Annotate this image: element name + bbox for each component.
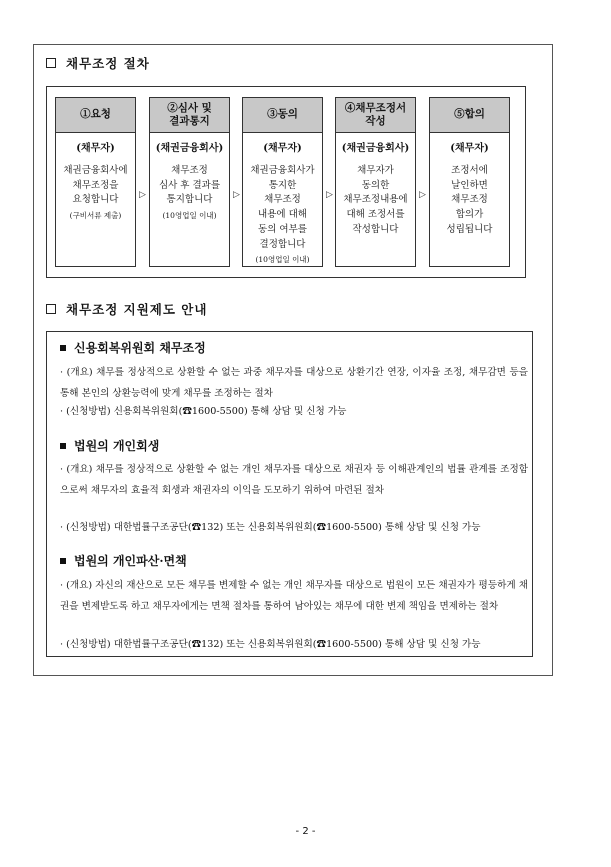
step-draft-agreement xyxy=(335,97,416,267)
program-title: 법원의 개인회생 xyxy=(60,437,159,454)
step-request xyxy=(55,97,136,267)
section-title-text: 채무조정 절차 xyxy=(66,56,150,71)
step-description: 채무조정 심사 후 결과를 통지합니다 xyxy=(158,165,221,206)
step-heading: ⑤합의 xyxy=(430,98,509,133)
step-note: (10영업일 이내) xyxy=(162,211,217,221)
arrow-right-icon: ▷ xyxy=(419,190,426,200)
step-actor: (채권금융회사) xyxy=(341,143,410,154)
step-heading: ④채무조정서 작성 xyxy=(336,98,415,133)
step-review xyxy=(149,97,230,267)
step-heading: ①요청 xyxy=(56,98,135,133)
page-number: - 2 - xyxy=(295,826,316,837)
step-actor: (채무자) xyxy=(450,143,489,154)
step-heading: ③동의 xyxy=(243,98,322,133)
arrow-right-icon: ▷ xyxy=(326,190,333,200)
step-actor: (채무자) xyxy=(76,143,115,154)
section-title-text: 채무조정 지원제도 안내 xyxy=(66,302,208,317)
step-description: 채권금융회사가 통지한 채무조정 내용에 대해 동의 여부를 결정합니다 xyxy=(250,165,315,250)
program-apply-method: · (신청방법) 신용회복위원회(☎1600-5500) 통해 상담 및 신청 가능 xyxy=(60,406,347,417)
section-title-procedure xyxy=(46,54,150,72)
square-bullet-icon xyxy=(60,558,66,564)
step-agreement xyxy=(429,97,510,267)
square-bullet-icon xyxy=(60,443,66,449)
program-overview: · (개요) 채무를 정상적으로 상환할 수 없는 개인 채무자를 대상으로 채권자 등 이해관계인의 법률 관계를 조정함으로써 채무자의 효율적 회생과 채권자의 이익을 도모하기 위하여 마련된 절차 xyxy=(60,464,528,496)
step-consent xyxy=(242,97,323,267)
step-actor: (채권금융회사) xyxy=(155,143,224,154)
step-heading: ②심사 및 결과통지 xyxy=(150,98,229,133)
step-description: 채무자가 동의한 채무조정내용에 대해 조정서를 작성합니다 xyxy=(343,165,408,235)
program-overview: · (개요) 자신의 재산으로 모든 채무를 변제할 수 없는 개인 채무자를 대상으로 법원이 모든 채권자가 평등하게 채권을 변제받도록 하고 채무자에게는 면책 절차를 통하여 남아있는 채무에 대한 변제 책임을 면제하는 절차 xyxy=(60,580,528,612)
arrow-right-icon: ▷ xyxy=(233,190,240,200)
program-apply-method: · (신청방법) 대한법률구조공단(☎132) 또는 신용회복위원회(☎1600-5500) 통해 상담 및 신청 가능 xyxy=(60,522,481,533)
section-title-support xyxy=(46,300,207,318)
program-title: 신용회복위원회 채무조정 xyxy=(60,339,206,356)
step-description: 조정서에 날인하면 채무조정 합의가 성립됩니다 xyxy=(446,165,493,235)
program-apply-method: · (신청방법) 대한법률구조공단(☎132) 또는 신용회복위원회(☎1600-5500) 통해 상담 및 신청 가능 xyxy=(60,639,481,650)
square-bullet-icon xyxy=(60,345,66,351)
step-note: (구비서류 제출) xyxy=(69,211,122,221)
step-note: (10영업일 이내) xyxy=(255,255,310,265)
program-overview: · (개요) 채무를 정상적으로 상환할 수 없는 과중 채무자를 대상으로 상환기간 연장, 이자율 조정, 채무감면 등을 통해 본인의 상환능력에 맞게 채무를 조정하는 절차 xyxy=(60,367,528,399)
program-title: 법원의 개인파산·면책 xyxy=(60,552,187,569)
checkbox-square-icon xyxy=(46,58,56,68)
arrow-right-icon: ▷ xyxy=(139,190,146,200)
step-description: 채권금융회사에 채무조정을 요청합니다 xyxy=(63,165,128,206)
step-actor: (채무자) xyxy=(263,143,302,154)
checkbox-square-icon xyxy=(46,304,56,314)
